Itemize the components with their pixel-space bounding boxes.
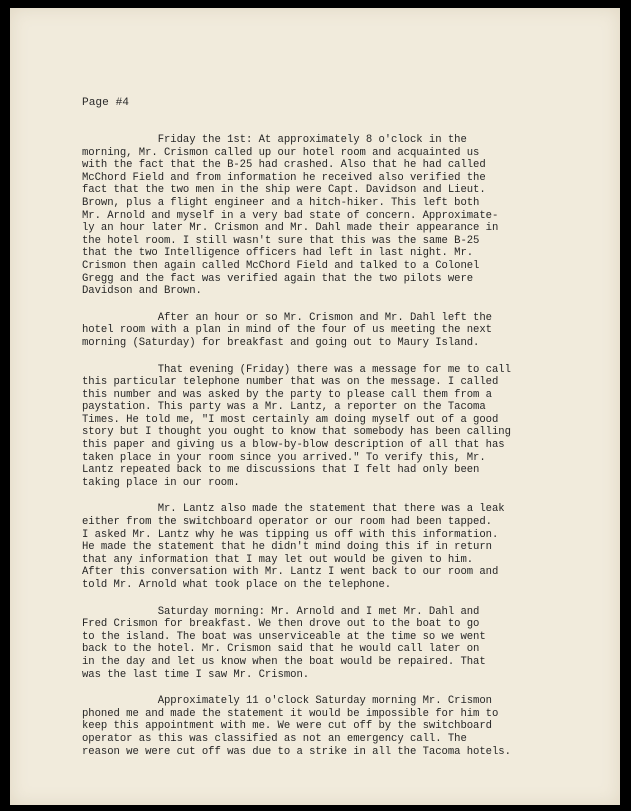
text-line: with the fact that the B-25 had crashed. Also that he had called <box>82 159 486 172</box>
text-line: the hotel room. I still wasn't sure that this was the same B-25 <box>82 234 480 247</box>
text-line: Approximately 11 o'clock Saturday morning Mr. Crismon <box>82 695 492 708</box>
text-line: fact that the two men in the ship were Capt. Davidson and Lieut. <box>82 184 486 197</box>
text-line: this number and was asked by the party to please call them from a <box>82 388 492 401</box>
text-line: in the day and let us know when the boat would be repaired. That <box>82 655 486 668</box>
text-line: to the island. The boat was unserviceable at the time so we went <box>82 630 486 643</box>
document-page <box>10 8 620 805</box>
paragraph <box>82 503 602 591</box>
paragraph <box>82 134 602 298</box>
text-line: Davidson and Brown. <box>82 285 202 298</box>
text-line: taking place in our room. <box>82 476 240 489</box>
text-line: reason we were cut off was due to a strike in all the Tacoma hotels. <box>82 745 511 758</box>
text-line: Lantz repeated back to me discussions that I felt had only been <box>82 464 480 477</box>
text-line: I asked Mr. Lantz why he was tipping us off with this information. <box>82 528 499 541</box>
text-line: Fred Crismon for breakfast. We then drove out to the boat to go <box>82 618 480 631</box>
text-line: After this conversation with Mr. Lantz I went back to our room and <box>82 566 499 579</box>
text-line: keep this appointment with me. We were cut off by the switchboard <box>82 720 492 733</box>
text-line: that the two Intelligence officers had left in last night. Mr. <box>82 247 474 260</box>
text-line: was the last time I saw Mr. Crismon. <box>82 668 310 681</box>
paragraph <box>82 695 602 758</box>
text-line: Mr. Arnold and myself in a very bad state of concern. Approximate- <box>82 209 499 222</box>
text-line: that any information that I may let out would be given to him. <box>82 553 474 566</box>
text-line: Crismon then again called McChord Field and talked to a Colonel <box>82 259 480 272</box>
text-line: Friday the 1st: At approximately 8 o'clock in the <box>82 134 467 146</box>
text-line: either from the switchboard operator or our room had been tapped. <box>82 516 492 529</box>
text-line: hotel room with a plan in mind of the four of us meeting the next <box>82 324 492 337</box>
page-number-header: Page #4 <box>82 97 129 109</box>
text-line: Mr. Lantz also made the statement that there was a leak <box>82 503 505 516</box>
text-line: phoned me and made the statement it would be impossible for him to <box>82 707 499 720</box>
paragraph <box>82 606 602 682</box>
paragraph <box>82 312 602 350</box>
text-line: ly an hour later Mr. Crismon and Mr. Dahl made their appearance in <box>82 222 499 235</box>
text-line: Brown, plus a flight engineer and a hitch-hiker. This left both <box>82 196 480 209</box>
text-line: this particular telephone number that was on the message. I called <box>82 376 499 389</box>
text-line: That evening (Friday) there was a message for me to call <box>82 363 511 376</box>
text-line: Times. He told me, "I most certainly am doing myself out of a good <box>82 413 499 426</box>
text-line: morning, Mr. Crismon called up our hotel room and acquainted us <box>82 146 480 159</box>
text-line: morning (Saturday) for breakfast and going out to Maury Island. <box>82 336 480 349</box>
text-line: He made the statement that he didn't mind doing this if in return <box>82 541 492 554</box>
text-line: Saturday morning: Mr. Arnold and I met Mr. Dahl and <box>82 605 480 618</box>
paragraph <box>82 364 602 490</box>
text-line: paystation. This party was a Mr. Lantz, a reporter on the Tacoma <box>82 401 486 414</box>
text-line: operator as this was classified as not an emergency call. The <box>82 732 467 745</box>
text-line: told Mr. Arnold what took place on the telephone. <box>82 579 392 591</box>
text-line: After an hour or so Mr. Crismon and Mr. Dahl left the <box>82 311 492 324</box>
document-body <box>82 134 602 772</box>
text-line: this paper and giving us a blow-by-blow description of all that has <box>82 439 505 452</box>
text-line: McChord Field and from information he received also verified the <box>82 171 486 184</box>
text-line: Gregg and the fact was verified again that the two pilots were <box>82 272 474 285</box>
text-line: back to the hotel. Mr. Crismon said that he would call later on <box>82 643 480 656</box>
text-line: story but I thought you ought to know that somebody has been calling <box>82 426 511 439</box>
text-line: taken place in your room since you arrived." To verify this, Mr. <box>82 451 486 464</box>
